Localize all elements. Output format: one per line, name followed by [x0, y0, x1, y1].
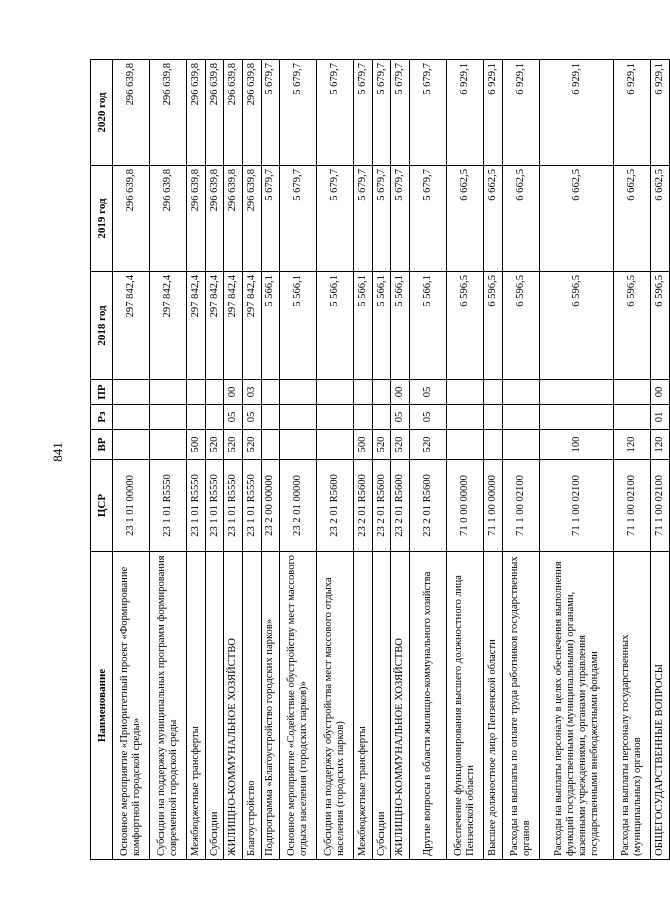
rotated-table-container [90, 60, 670, 860]
cell-name: Межбюджетные трансферты [354, 552, 373, 860]
cell-name: Субсидии [372, 552, 391, 860]
cell-csr: 71 1 00 02100 [651, 460, 670, 552]
table-row [317, 60, 354, 860]
cell-rz [150, 405, 187, 430]
header-csr: ЦСР [91, 460, 113, 552]
cell-csr: 71 1 00 00000 [484, 460, 503, 552]
cell-rz [539, 405, 613, 430]
header-vr: ВР [91, 430, 113, 460]
table-row [261, 60, 280, 860]
cell-vr: 100 [539, 430, 613, 460]
cell-rz [484, 405, 503, 430]
cell-y2018: 297 842,4 [242, 272, 261, 380]
table-row [354, 60, 373, 860]
table-row [447, 60, 484, 860]
cell-y2019: 5 679,7 [280, 166, 317, 272]
cell-y2019: 296 639,8 [187, 166, 206, 272]
cell-y2020: 5 679,7 [280, 60, 317, 166]
cell-vr: 520 [224, 430, 243, 460]
table-header-row [91, 60, 113, 860]
cell-name: Межбюджетные трансферты [187, 552, 206, 860]
cell-pr [317, 380, 354, 405]
table-row [372, 60, 391, 860]
table-row [113, 60, 150, 860]
cell-pr: 00 [391, 380, 410, 405]
cell-pr [205, 380, 224, 405]
table-row [484, 60, 503, 860]
table-row [391, 60, 410, 860]
cell-y2020: 5 679,7 [317, 60, 354, 166]
cell-rz [447, 405, 484, 430]
cell-y2018: 6 596,5 [539, 272, 613, 380]
cell-pr [113, 380, 150, 405]
cell-y2018: 5 566,1 [372, 272, 391, 380]
cell-y2019: 5 679,7 [410, 166, 447, 272]
cell-y2020: 5 679,7 [354, 60, 373, 166]
cell-y2020: 296 639,8 [242, 60, 261, 166]
cell-pr [614, 380, 651, 405]
cell-name: ОБЩЕГОСУДАРСТВЕННЫЕ ВОПРОСЫ [651, 552, 670, 860]
cell-y2019: 5 679,7 [317, 166, 354, 272]
cell-vr [261, 430, 280, 460]
cell-y2019: 296 639,8 [242, 166, 261, 272]
cell-rz [372, 405, 391, 430]
cell-pr [539, 380, 613, 405]
cell-rz [261, 405, 280, 430]
cell-y2018: 5 566,1 [410, 272, 447, 380]
cell-name: Расходы на выплаты персоналу государственных (муниципальных) органов [614, 552, 651, 860]
cell-vr: 520 [242, 430, 261, 460]
cell-vr [447, 430, 484, 460]
cell-name: Основное мероприятие «Содействие обустройству мест массового отдыха населения (городских парков)» [280, 552, 317, 860]
header-name: Наименование [91, 552, 113, 860]
cell-rz: 05 [224, 405, 243, 430]
cell-y2019: 6 662,5 [539, 166, 613, 272]
cell-name: Обеспечение функционирования высшего должностного лица Пензенской области [447, 552, 484, 860]
cell-rz [187, 405, 206, 430]
cell-pr: 05 [410, 380, 447, 405]
cell-y2019: 5 679,7 [372, 166, 391, 272]
cell-y2020: 5 679,7 [261, 60, 280, 166]
page-number: 841 [50, 442, 65, 462]
cell-name: Другие вопросы в области жилищно-коммунального хозяйства [410, 552, 447, 860]
cell-vr [317, 430, 354, 460]
cell-y2020: 296 639,8 [224, 60, 243, 166]
header-2019: 2019 год [91, 166, 113, 272]
cell-y2020: 296 639,8 [205, 60, 224, 166]
cell-rz [614, 405, 651, 430]
cell-y2018: 297 842,4 [205, 272, 224, 380]
cell-rz [354, 405, 373, 430]
cell-pr [150, 380, 187, 405]
cell-y2020: 296 639,8 [187, 60, 206, 166]
cell-y2019: 6 662,5 [447, 166, 484, 272]
cell-y2019: 6 662,5 [484, 166, 503, 272]
cell-pr [447, 380, 484, 405]
cell-y2020: 6 929,1 [484, 60, 503, 166]
cell-vr: 500 [354, 430, 373, 460]
cell-csr: 71 1 00 02100 [502, 460, 539, 552]
cell-name: Благоустройство [242, 552, 261, 860]
cell-csr: 23 1 01 R5550 [150, 460, 187, 552]
cell-csr: 23 2 01 R5600 [317, 460, 354, 552]
table-row [539, 60, 613, 860]
cell-y2020: 6 929,1 [502, 60, 539, 166]
cell-pr: 00 [651, 380, 670, 405]
cell-vr [502, 430, 539, 460]
cell-y2019: 5 679,7 [391, 166, 410, 272]
table-body [113, 60, 670, 860]
cell-rz [280, 405, 317, 430]
cell-vr: 120 [651, 430, 670, 460]
cell-csr: 23 1 01 R5550 [242, 460, 261, 552]
cell-y2019: 296 639,8 [150, 166, 187, 272]
cell-y2018: 297 842,4 [224, 272, 243, 380]
cell-csr: 23 2 01 R5600 [372, 460, 391, 552]
cell-pr [280, 380, 317, 405]
cell-y2018: 297 842,4 [113, 272, 150, 380]
cell-y2019: 6 662,5 [651, 166, 670, 272]
cell-y2018: 5 566,1 [391, 272, 410, 380]
cell-y2018: 6 596,5 [502, 272, 539, 380]
header-pr: ПР [91, 380, 113, 405]
table-row [280, 60, 317, 860]
cell-vr: 520 [391, 430, 410, 460]
cell-rz: 05 [242, 405, 261, 430]
cell-rz: 05 [410, 405, 447, 430]
cell-y2020: 5 679,7 [372, 60, 391, 166]
cell-pr: 03 [242, 380, 261, 405]
table-row [614, 60, 651, 860]
cell-vr: 520 [372, 430, 391, 460]
cell-name: Субсидии [205, 552, 224, 860]
table-row [205, 60, 224, 860]
table-row [502, 60, 539, 860]
cell-csr: 23 2 01 R5600 [410, 460, 447, 552]
cell-vr [280, 430, 317, 460]
cell-pr [354, 380, 373, 405]
cell-name: ЖИЛИЩНО-КОММУНАЛЬНОЕ ХОЗЯЙСТВО [224, 552, 243, 860]
cell-rz: 01 [651, 405, 670, 430]
cell-y2019: 5 679,7 [354, 166, 373, 272]
table-row [187, 60, 206, 860]
cell-rz: 05 [391, 405, 410, 430]
cell-pr [502, 380, 539, 405]
cell-vr: 500 [187, 430, 206, 460]
cell-pr: 00 [224, 380, 243, 405]
cell-name: Расходы на выплаты персоналу в целях обеспечения выполнения функций государственными (муниципальными) органами, казенными учреждениями, органами управления государственными внебюджетными фондами [539, 552, 613, 860]
cell-y2020: 6 929,1 [447, 60, 484, 166]
cell-y2019: 5 679,7 [261, 166, 280, 272]
cell-y2019: 296 639,8 [205, 166, 224, 272]
cell-csr: 71 1 00 02100 [614, 460, 651, 552]
cell-csr: 23 1 01 00000 [113, 460, 150, 552]
cell-y2020: 6 929,1 [651, 60, 670, 166]
table-row [242, 60, 261, 860]
cell-vr [150, 430, 187, 460]
cell-vr [113, 430, 150, 460]
cell-csr: 23 2 01 00000 [280, 460, 317, 552]
cell-y2018: 5 566,1 [354, 272, 373, 380]
cell-pr [372, 380, 391, 405]
cell-name: Субсидии на поддержку обустройства мест массового отдыха населения (городских парков) [317, 552, 354, 860]
cell-y2018: 6 596,5 [614, 272, 651, 380]
cell-y2019: 6 662,5 [502, 166, 539, 272]
cell-pr [261, 380, 280, 405]
cell-name: Субсидии на поддержку муниципальных программ формирования современной городской среды [150, 552, 187, 860]
header-2018: 2018 год [91, 272, 113, 380]
cell-csr: 71 1 00 02100 [539, 460, 613, 552]
table-row [150, 60, 187, 860]
cell-csr: 23 2 01 R5600 [354, 460, 373, 552]
table-row [651, 60, 670, 860]
cell-y2019: 296 639,8 [224, 166, 243, 272]
cell-pr [484, 380, 503, 405]
cell-rz [205, 405, 224, 430]
cell-y2019: 296 639,8 [113, 166, 150, 272]
cell-name: Высшее должностное лицо Пензенской области [484, 552, 503, 860]
cell-pr [187, 380, 206, 405]
cell-y2020: 296 639,8 [113, 60, 150, 166]
cell-rz [113, 405, 150, 430]
cell-vr: 520 [410, 430, 447, 460]
header-2020: 2020 год [91, 60, 113, 166]
cell-csr: 23 2 01 R5600 [391, 460, 410, 552]
cell-vr [484, 430, 503, 460]
table-row [410, 60, 447, 860]
cell-vr: 120 [614, 430, 651, 460]
cell-y2018: 5 566,1 [261, 272, 280, 380]
cell-vr: 520 [205, 430, 224, 460]
cell-y2018: 5 566,1 [317, 272, 354, 380]
cell-y2018: 5 566,1 [280, 272, 317, 380]
cell-y2020: 6 929,1 [614, 60, 651, 166]
cell-y2020: 296 639,8 [150, 60, 187, 166]
budget-table [90, 59, 670, 860]
cell-y2018: 6 596,5 [484, 272, 503, 380]
cell-name: ЖИЛИЩНО-КОММУНАЛЬНОЕ ХОЗЯЙСТВО [391, 552, 410, 860]
cell-name: Расходы на выплаты по оплате труда работников государственных органов [502, 552, 539, 860]
cell-csr: 23 2 00 00000 [261, 460, 280, 552]
cell-rz [317, 405, 354, 430]
cell-csr: 23 1 01 R5550 [205, 460, 224, 552]
cell-y2020: 5 679,7 [410, 60, 447, 166]
cell-y2020: 6 929,1 [539, 60, 613, 166]
cell-y2019: 6 662,5 [614, 166, 651, 272]
header-rz: Рз [91, 405, 113, 430]
cell-rz [502, 405, 539, 430]
cell-name: Основное мероприятие «Приоритетный проект «Формирование комфортной городской среды» [113, 552, 150, 860]
cell-csr: 23 1 01 R5550 [224, 460, 243, 552]
cell-y2018: 6 596,5 [651, 272, 670, 380]
cell-csr: 23 1 01 R5550 [187, 460, 206, 552]
cell-y2020: 5 679,7 [391, 60, 410, 166]
cell-csr: 71 0 00 00000 [447, 460, 484, 552]
cell-y2018: 6 596,5 [447, 272, 484, 380]
cell-name: Подпрограмма «Благоустройство городских парков» [261, 552, 280, 860]
table-row [224, 60, 243, 860]
cell-y2018: 297 842,4 [187, 272, 206, 380]
cell-y2018: 297 842,4 [150, 272, 187, 380]
